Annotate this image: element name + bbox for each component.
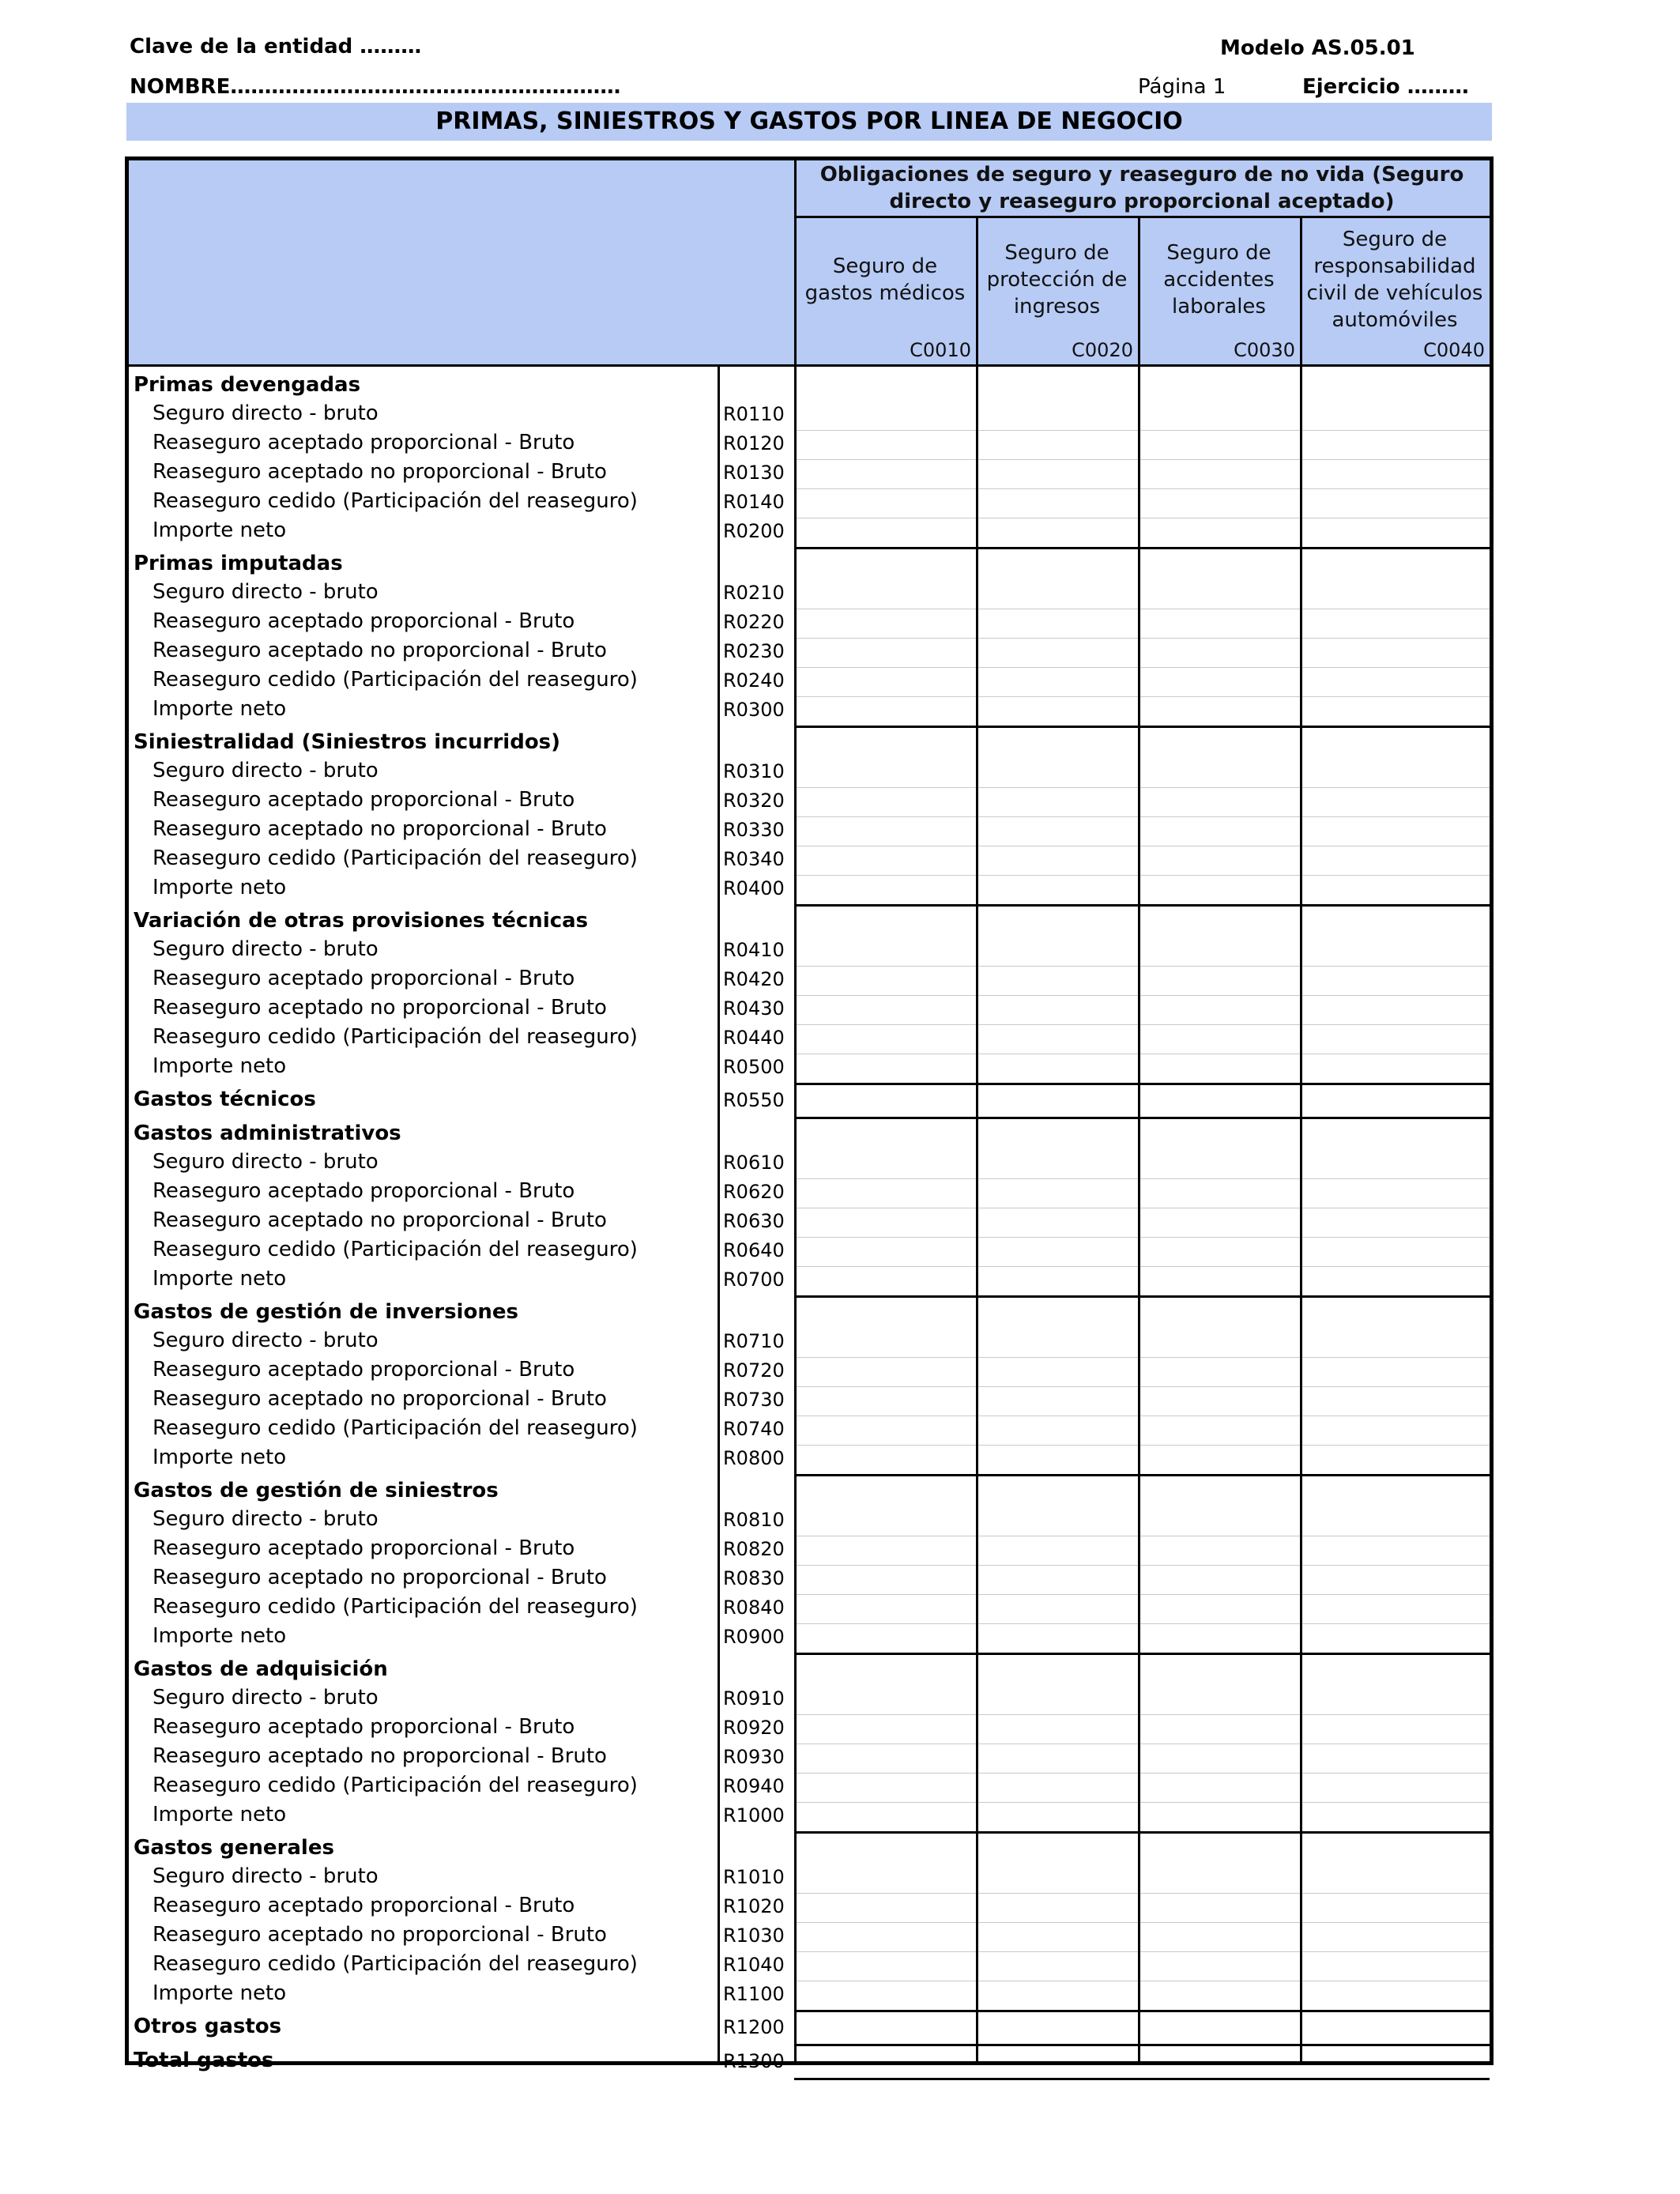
row-code: R0920 [723, 1717, 785, 1739]
row-code: R0500 [723, 1056, 785, 1078]
row-divider [794, 816, 1490, 817]
row-code: R0630 [723, 1210, 785, 1232]
row-label: Reaseguro aceptado no proporcional - Bruto [153, 817, 607, 841]
group-header: Obligaciones de seguro y reaseguro de no vida (Seguro directo y reaseguro proporcional aceptado) [819, 163, 1464, 213]
row-divider [794, 1922, 1490, 1923]
row-code: R0120 [723, 432, 785, 454]
row-label: Importe neto [153, 1981, 287, 2005]
section-title: Primas devengadas [134, 373, 361, 397]
row-label: Importe neto [153, 876, 287, 899]
row-label: Importe neto [153, 1267, 287, 1291]
row-divider [794, 1386, 1490, 1387]
row-label: Importe neto [153, 1803, 287, 1826]
row-label: Reaseguro aceptado no proporcional - Bruto [153, 1387, 607, 1411]
row-label: Reaseguro aceptado proporcional - Bruto [153, 431, 575, 454]
row-code: R0220 [723, 611, 785, 633]
row-code: R0410 [723, 939, 785, 961]
row-divider [794, 1178, 1490, 1179]
row-code: R0430 [723, 997, 785, 1020]
row-divider [794, 1445, 1490, 1446]
row-code: R0810 [723, 1509, 785, 1531]
row-code: R0320 [723, 790, 785, 812]
row-divider [794, 1802, 1490, 1803]
row-divider [794, 1565, 1490, 1566]
column-code: C0020 [1072, 339, 1133, 361]
row-code: R0910 [723, 1687, 785, 1710]
row-code: R0720 [723, 1359, 785, 1382]
row-code: R1030 [723, 1924, 785, 1947]
row-code: R1200 [723, 2016, 785, 2038]
row-label: Reaseguro aceptado no proporcional - Bruto [153, 1566, 607, 1589]
row-label: Reaseguro aceptado proporcional - Bruto [153, 1179, 575, 1203]
section-title: Gastos de adquisición [134, 1657, 388, 1681]
row-divider [794, 1773, 1490, 1774]
row-code: R0310 [723, 760, 785, 782]
row-label: Seguro directo - bruto [153, 1329, 379, 1352]
row-label: Reaseguro cedido (Participación del reaseguro) [153, 1952, 638, 1976]
row-code: R1100 [723, 1983, 785, 2005]
column-header: Seguro de protección de ingresos [986, 241, 1128, 319]
row-divider [794, 1237, 1490, 1238]
section-divider [794, 547, 1490, 549]
section-divider [794, 1831, 1490, 1834]
section-title: Gastos generales [134, 1836, 334, 1860]
row-code: R1010 [723, 1866, 785, 1888]
section-divider [794, 1117, 1490, 1119]
row-divider [794, 667, 1490, 668]
group-header-divider [794, 216, 1490, 218]
row-label: Seguro directo - bruto [153, 1686, 379, 1710]
column-header: Seguro de accidentes laborales [1163, 241, 1275, 319]
row-code: R0550 [723, 1089, 785, 1111]
value-column-divider [794, 160, 797, 2061]
row-code: R0900 [723, 1626, 785, 1648]
code-column-divider [718, 367, 720, 2061]
row-divider [794, 430, 1490, 431]
row-divider [794, 1893, 1490, 1894]
section-divider [794, 1474, 1490, 1476]
row-label: Importe neto [153, 518, 287, 542]
section-title: Primas imputadas [134, 552, 343, 575]
row-label: Seguro directo - bruto [153, 401, 379, 425]
row-label: Importe neto [153, 697, 287, 721]
row-divider [794, 1951, 1490, 1952]
row-divider [794, 1024, 1490, 1025]
section-title: Gastos técnicos [134, 1088, 316, 1111]
row-code: R0240 [723, 669, 785, 692]
row-label: Seguro directo - bruto [153, 580, 379, 604]
row-code: R0930 [723, 1746, 785, 1768]
row-label: Reaseguro aceptado proporcional - Bruto [153, 1536, 575, 1560]
row-divider [794, 995, 1490, 996]
name-label: NOMBRE………………………………………………… [130, 75, 621, 99]
section-divider [794, 2078, 1490, 2080]
row-divider [794, 488, 1490, 489]
row-divider [794, 966, 1490, 967]
row-label: Reaseguro cedido (Participación del reaseguro) [153, 668, 638, 692]
row-code: R0800 [723, 1447, 785, 1469]
row-divider [794, 787, 1490, 788]
row-label: Reaseguro aceptado proporcional - Bruto [153, 1715, 575, 1739]
column-header: Seguro de responsabilidad civil de vehículos automóviles [1306, 228, 1483, 332]
section-divider [794, 2044, 1490, 2046]
row-code: R0200 [723, 520, 785, 542]
row-code: R0400 [723, 877, 785, 899]
row-code: R0640 [723, 1239, 785, 1261]
row-label: Reaseguro cedido (Participación del reaseguro) [153, 846, 638, 870]
row-code: R1040 [723, 1954, 785, 1976]
row-code: R1000 [723, 1804, 785, 1826]
row-code: R0700 [723, 1269, 785, 1291]
row-divider [794, 875, 1490, 876]
row-code: R0340 [723, 848, 785, 870]
row-label: Reaseguro aceptado no proporcional - Bruto [153, 460, 607, 484]
row-label: Reaseguro cedido (Participación del reaseguro) [153, 1416, 638, 1440]
row-label: Reaseguro aceptado no proporcional - Bruto [153, 996, 607, 1020]
row-code: R0840 [723, 1596, 785, 1619]
row-divider [794, 1594, 1490, 1595]
row-code: R0110 [723, 403, 785, 425]
row-code: R1020 [723, 1895, 785, 1917]
section-divider [794, 904, 1490, 907]
row-label: Seguro directo - bruto [153, 759, 379, 782]
section-divider [794, 2010, 1490, 2012]
year-label: Ejercicio ……… [1302, 75, 1469, 99]
column-code: C0010 [910, 339, 971, 361]
row-label: Seguro directo - bruto [153, 937, 379, 961]
section-divider [794, 1653, 1490, 1655]
row-label: Reaseguro aceptado no proporcional - Bruto [153, 1744, 607, 1768]
row-label: Reaseguro cedido (Participación del reaseguro) [153, 1595, 638, 1619]
row-code: R0330 [723, 819, 785, 841]
row-code: R0940 [723, 1775, 785, 1797]
row-code: R0300 [723, 699, 785, 721]
row-label: Importe neto [153, 1446, 287, 1469]
row-label: Reaseguro aceptado proporcional - Bruto [153, 1894, 575, 1917]
form-table [125, 156, 1494, 2072]
row-divider [794, 1623, 1490, 1624]
section-title: Siniestralidad (Siniestros incurridos) [134, 730, 561, 754]
row-code: R0830 [723, 1567, 785, 1589]
value-column-divider [976, 216, 978, 2061]
form-title: PRIMAS, SINIESTROS Y GASTOS POR LINEA DE NEGOCIO [126, 103, 1492, 141]
row-code: R0130 [723, 462, 785, 484]
row-code: R0210 [723, 582, 785, 604]
row-code: R0730 [723, 1389, 785, 1411]
row-label: Reaseguro cedido (Participación del reaseguro) [153, 1238, 638, 1261]
section-title: Gastos de gestión de inversiones [134, 1300, 518, 1324]
row-divider [794, 1266, 1490, 1267]
row-label: Importe neto [153, 1054, 287, 1078]
section-title: Total gastos [134, 2049, 274, 2072]
value-column-divider [1138, 216, 1140, 2061]
section-title: Gastos de gestión de siniestros [134, 1479, 499, 1502]
row-label: Seguro directo - bruto [153, 1150, 379, 1174]
row-divider [794, 1714, 1490, 1715]
row-label: Reaseguro aceptado proporcional - Bruto [153, 609, 575, 633]
section-title: Otros gastos [134, 2015, 282, 2038]
row-label: Seguro directo - bruto [153, 1864, 379, 1888]
row-code: R0620 [723, 1181, 785, 1203]
column-code: C0040 [1423, 339, 1485, 361]
row-label: Reaseguro aceptado no proporcional - Bruto [153, 1208, 607, 1232]
page-number: Página 1 [1138, 75, 1226, 99]
row-label: Reaseguro aceptado proporcional - Bruto [153, 788, 575, 812]
row-code: R0710 [723, 1330, 785, 1352]
row-label: Reaseguro cedido (Participación del reaseguro) [153, 1025, 638, 1049]
row-label: Seguro directo - bruto [153, 1507, 379, 1531]
entity-key-label: Clave de la entidad ……… [130, 35, 422, 58]
column-code: C0030 [1234, 339, 1295, 361]
row-label: Reaseguro cedido (Participación del reaseguro) [153, 489, 638, 513]
row-code: R1300 [723, 2050, 785, 2072]
row-label: Reaseguro aceptado proporcional - Bruto [153, 1358, 575, 1382]
row-label: Reaseguro aceptado no proporcional - Bruto [153, 1923, 607, 1947]
model-label: Modelo AS.05.01 [1220, 36, 1415, 60]
row-divider [794, 696, 1490, 697]
row-code: R0230 [723, 640, 785, 662]
row-label: Importe neto [153, 1624, 287, 1648]
row-label: Reaseguro aceptado no proporcional - Bruto [153, 639, 607, 662]
row-label: Reaseguro aceptado proporcional - Bruto [153, 967, 575, 990]
row-divider [794, 1357, 1490, 1358]
row-divider [794, 459, 1490, 460]
section-divider [794, 1083, 1490, 1085]
value-column-divider [1300, 216, 1302, 2061]
section-divider [794, 1295, 1490, 1298]
row-divider [794, 638, 1490, 639]
row-code: R0140 [723, 491, 785, 513]
section-title: Variación de otras provisiones técnicas [134, 909, 589, 933]
row-code: R0820 [723, 1538, 785, 1560]
row-label: Reaseguro cedido (Participación del reaseguro) [153, 1774, 638, 1797]
row-code: R0740 [723, 1418, 785, 1440]
row-code: R0440 [723, 1027, 785, 1049]
row-code: R0420 [723, 968, 785, 990]
row-code: R0610 [723, 1152, 785, 1174]
section-title: Gastos administrativos [134, 1122, 401, 1145]
column-header: Seguro de gastos médicos [804, 254, 966, 305]
header-bottom-line [129, 364, 1490, 367]
section-divider [794, 726, 1490, 728]
